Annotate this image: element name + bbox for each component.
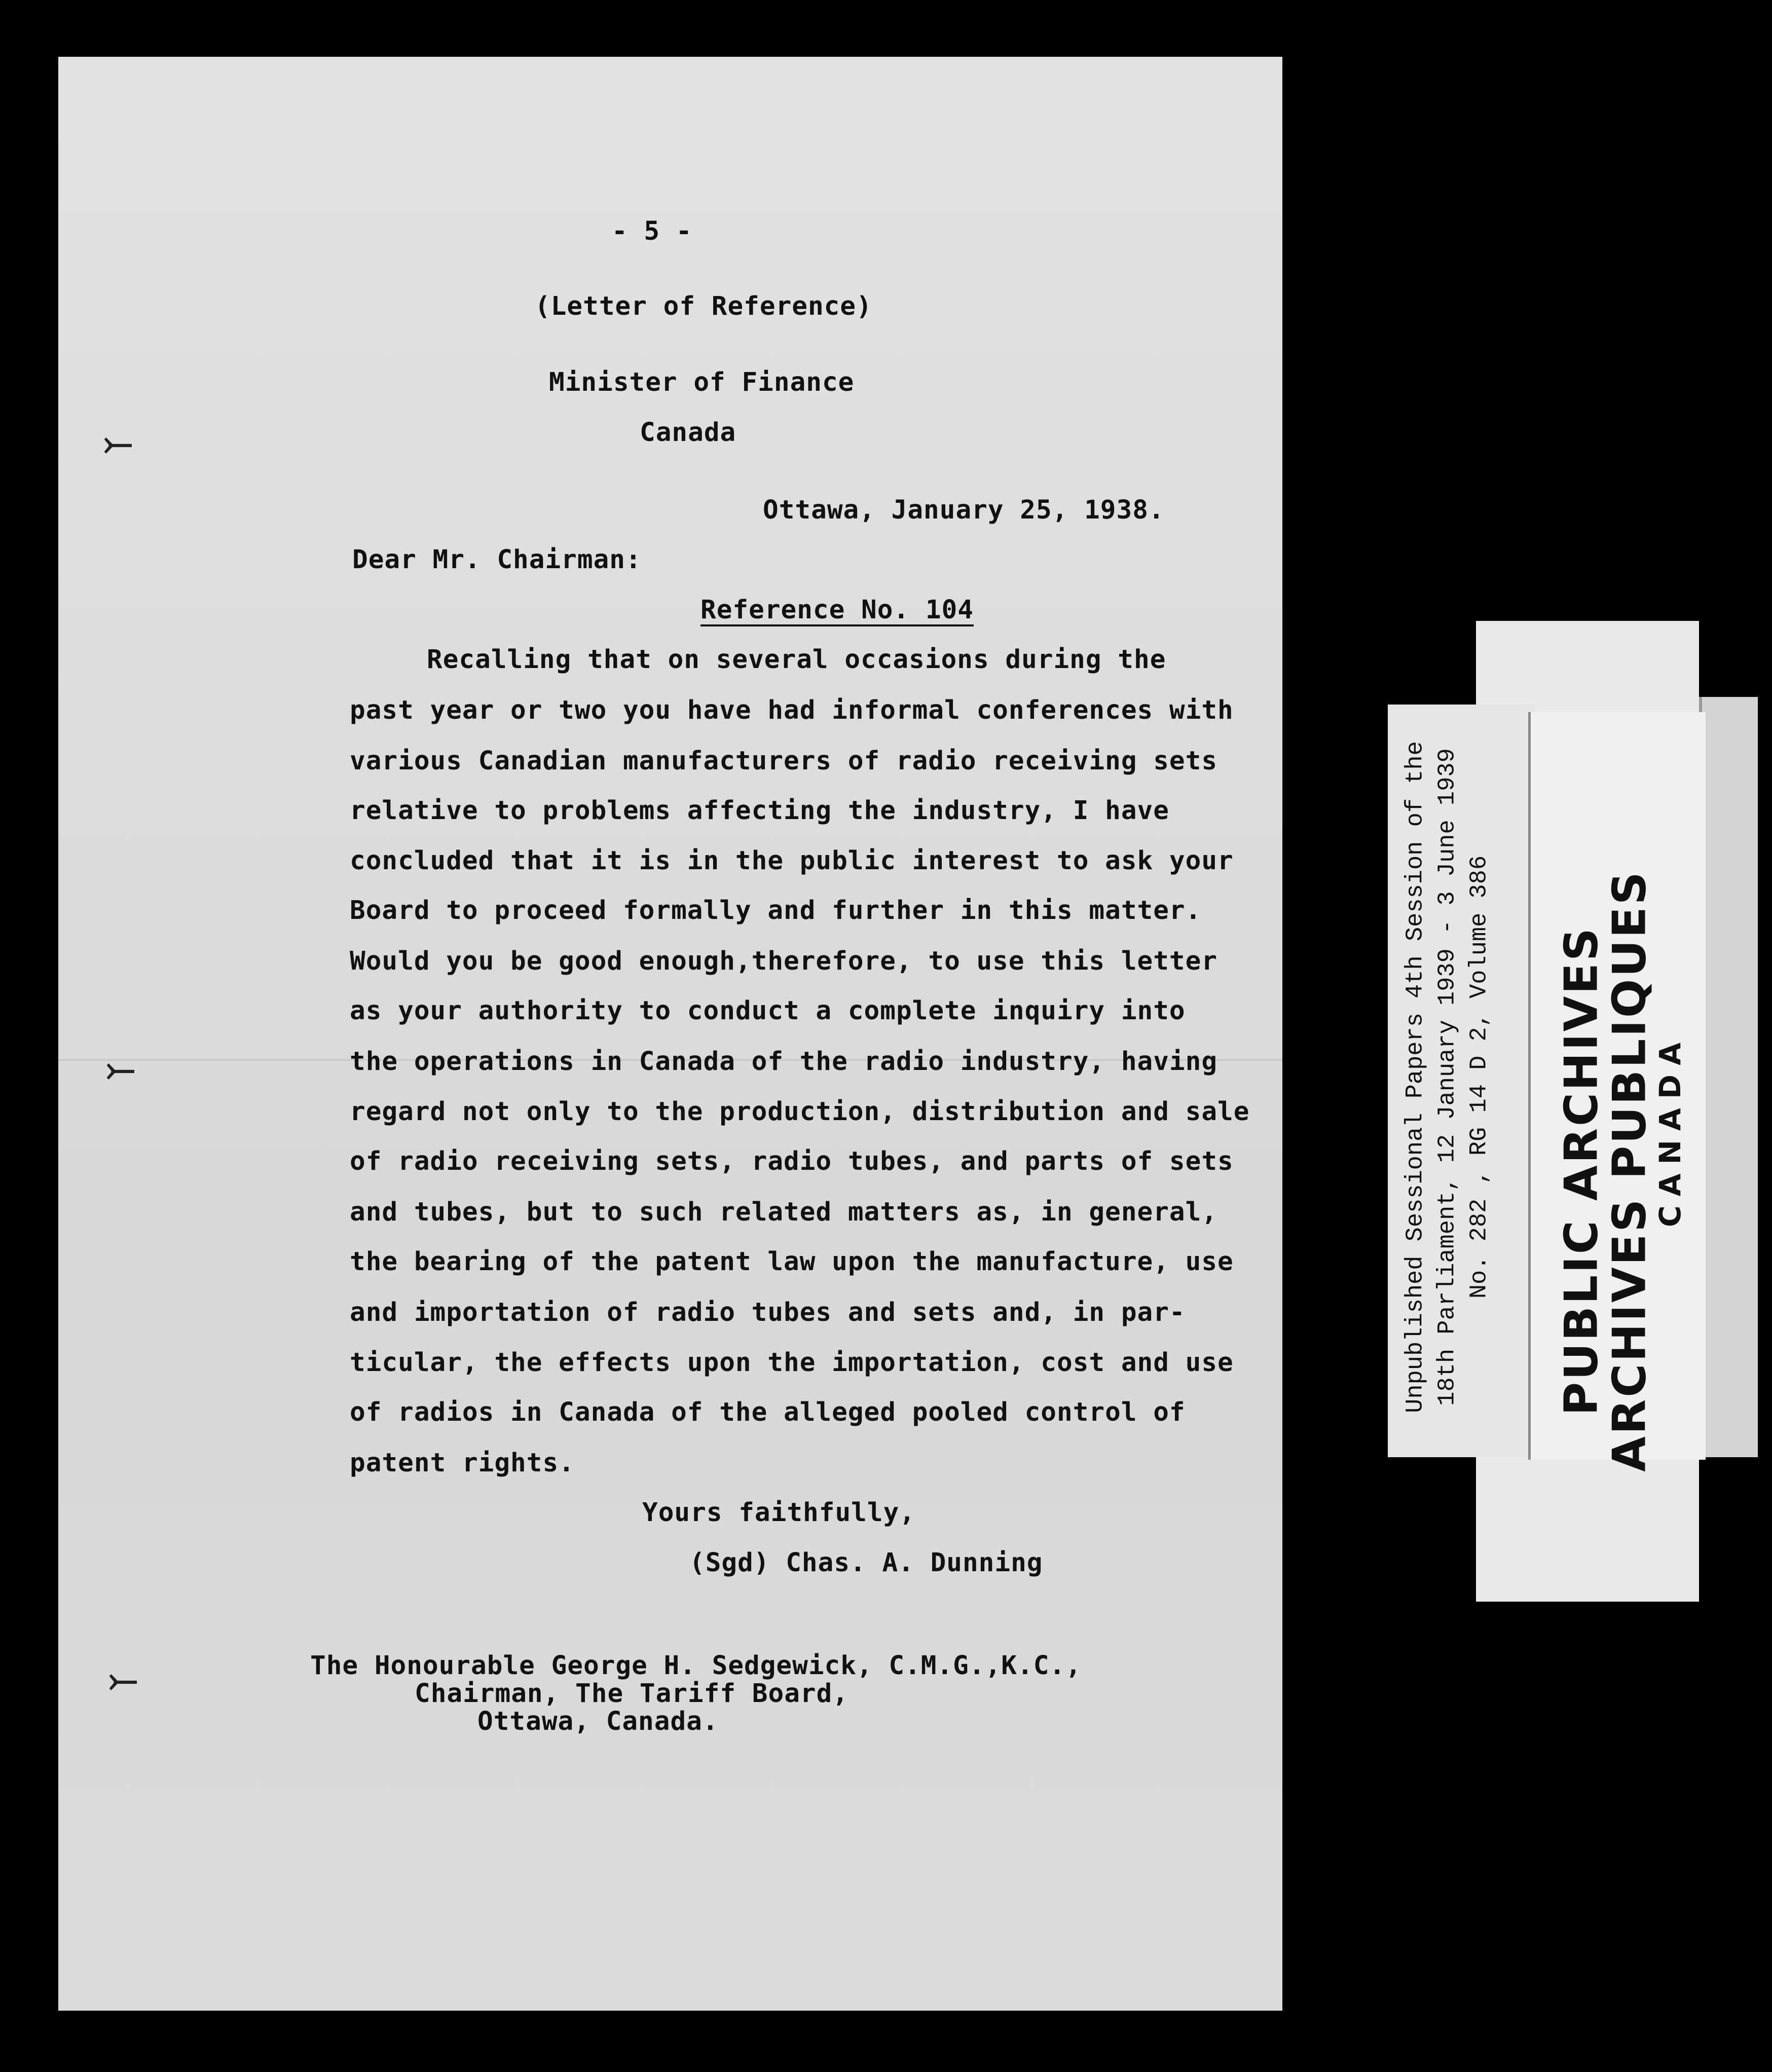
margin-mark-icon: ⤚ <box>104 422 132 463</box>
margin-mark-icon: ⤚ <box>109 1658 137 1700</box>
archive-citation-slip <box>1388 705 1535 1457</box>
archive-stamp-label <box>1528 712 1706 1472</box>
body-line: past year or two you have had informal conferences with <box>350 695 1234 725</box>
body-line: concluded that it is in the public interest to ask your <box>350 846 1234 876</box>
body-line: regard not only to the production, distribution and sale <box>350 1097 1250 1127</box>
salutation: Dear Mr. Chairman: <box>352 545 642 575</box>
body-line: Board to proceed formally and further in this matter. <box>350 896 1202 926</box>
citation-line: 18th Parliament, 12 January 1939 - 3 June 1939 <box>1434 748 1461 1406</box>
body-line: and importation of radio tubes and sets and, in par- <box>350 1298 1186 1327</box>
body-line: of radios in Canada of the alleged pooled control of <box>350 1397 1186 1427</box>
body-line: ticular, the effects upon the importation, cost and use <box>350 1348 1234 1378</box>
body-line: the bearing of the patent law upon the manufacture, use <box>350 1247 1234 1277</box>
page-number: - 5 - <box>612 216 692 246</box>
addressee-line: Chairman, The Tariff Board, <box>415 1679 849 1709</box>
citation-line: Unpublished Sessional Papers 4th Session of the <box>1402 741 1429 1413</box>
reference-number: Reference No. 104 <box>700 595 974 625</box>
closing: Yours faithfully, <box>642 1498 915 1528</box>
signature: (Sgd) Chas. A. Dunning <box>689 1548 1043 1578</box>
sender-country: Canada <box>640 418 736 448</box>
letter-date: Ottawa, January 25, 1938. <box>763 495 1165 525</box>
addressee-line: The Honourable George H. Sedgewick, C.M.G.,K.C., <box>310 1651 1082 1681</box>
archive-stamp-country: CANADA <box>1653 1033 1687 1227</box>
body-line: Recalling that on several occasions during the <box>427 645 1166 675</box>
archive-label-edge <box>1699 697 1758 1457</box>
body-line: as your authority to conduct a complete inquiry into <box>350 996 1186 1026</box>
archive-stamp-english: PUBLIC ARCHIVES <box>1555 926 1608 1416</box>
letter-heading: (Letter of Reference) <box>535 291 872 321</box>
body-line: the operations in Canada of the radio industry, having <box>350 1047 1218 1077</box>
body-line: relative to problems affecting the industry, I have <box>350 796 1169 826</box>
letter-page <box>58 57 1282 2011</box>
body-line: patent rights. <box>350 1448 575 1478</box>
body-line: various Canadian manufacturers of radio receiving sets <box>350 746 1218 776</box>
body-line: Would you be good enough,therefore, to use this letter <box>350 946 1218 976</box>
body-line: and tubes, but to such related matters as, in general, <box>350 1197 1218 1227</box>
archive-stamp-french: ARCHIVES PUBLIQUES <box>1603 870 1656 1472</box>
addressee-line: Ottawa, Canada. <box>477 1707 719 1736</box>
sender-office: Minister of Finance <box>549 367 855 397</box>
citation-line: No. 282 , RG 14 D 2, Volume 386 <box>1466 855 1493 1299</box>
margin-mark-icon: ⤚ <box>106 1048 135 1089</box>
body-line: of radio receiving sets, radio tubes, and parts of sets <box>350 1146 1234 1176</box>
